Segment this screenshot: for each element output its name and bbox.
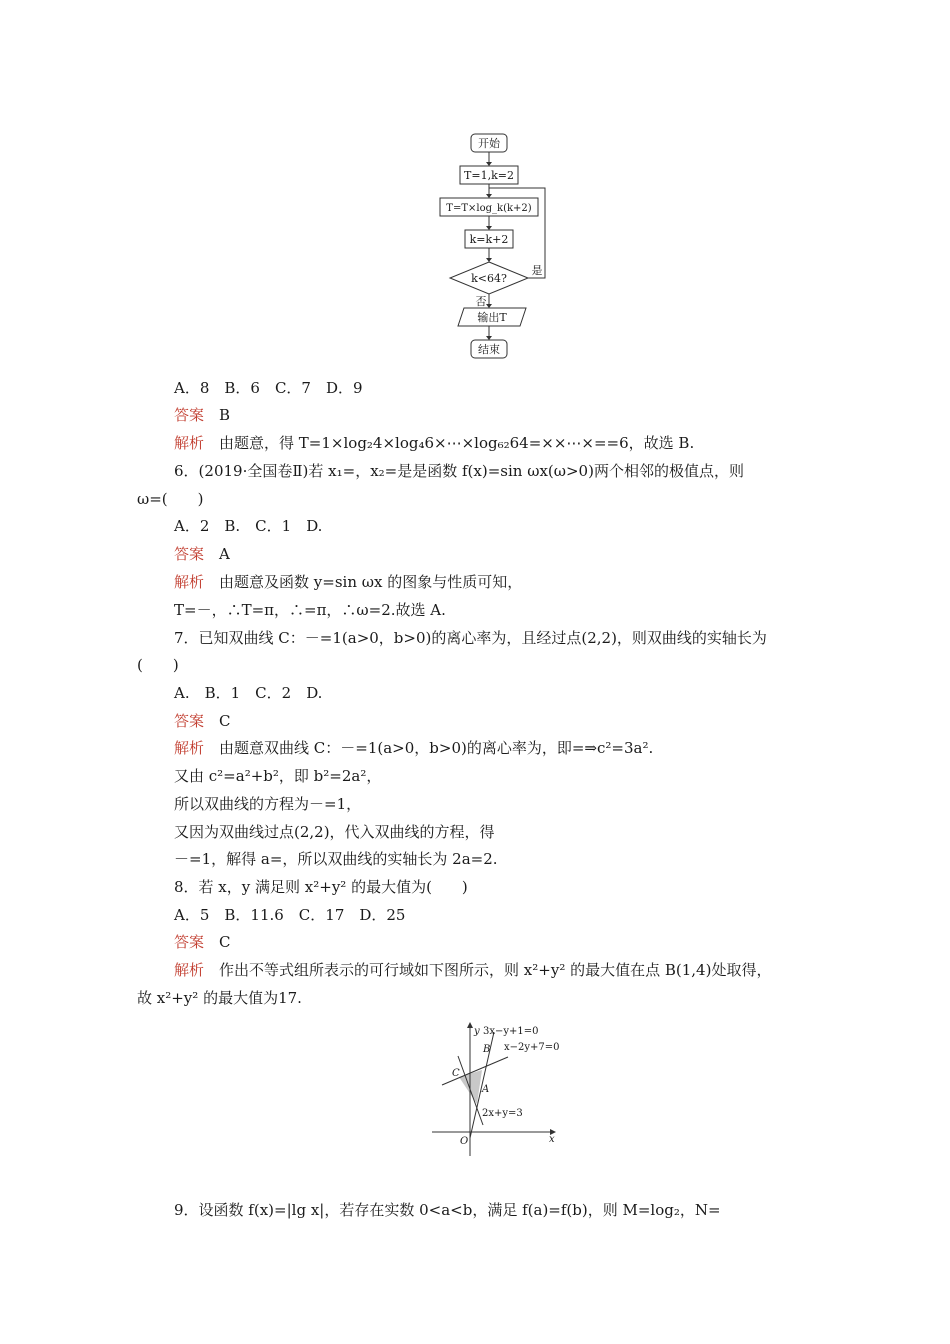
q6-answer: A xyxy=(219,545,230,563)
q5-analysis-row xyxy=(174,433,694,453)
flow-condition-label: k<64? xyxy=(471,272,507,285)
q9-stem: 9．设函数 f(x)=|lg x|，若存在实数 0<a<b，满足 f(a)=f(b)，则 M=log₂，N= xyxy=(174,1201,721,1219)
q7-stem-line2: ( ) xyxy=(137,656,179,674)
flow-increment-label: k=k+2 xyxy=(469,233,509,246)
q7-analysis-line5: －=1，解得 a=，所以双曲线的实轴长为 2a=2. xyxy=(174,850,498,868)
q8-analysis-line2: 故 x²+y² 的最大值为17. xyxy=(137,989,302,1007)
q6-stem-line1: 6．(2019·全国卷Ⅱ)若 x₁=，x₂=是是函数 f(x)=sin ωx(ω>0)两个相邻的极值点，则 xyxy=(174,462,744,480)
flow-no-label: 否 xyxy=(475,295,487,308)
graph-line2-label: x−2y+7=0 xyxy=(504,1042,560,1053)
q8-answer: C xyxy=(219,933,231,951)
q5-answer-row xyxy=(174,405,230,425)
q6-answer-row xyxy=(174,544,230,564)
graph-point-b: B xyxy=(483,1044,491,1055)
q7-analysis-line4: 又因为双曲线过点(2,2)，代入双曲线的方程，得 xyxy=(174,823,495,841)
q5-analysis-label: 解析 xyxy=(174,434,205,452)
q6-analysis-label: 解析 xyxy=(174,573,205,591)
q6-analysis-row xyxy=(174,572,522,592)
q7-analysis-label: 解析 xyxy=(174,739,205,757)
graph-point-a: A xyxy=(482,1084,490,1095)
q7-answer-row xyxy=(174,711,231,731)
q6-stem-line2: ω=( ) xyxy=(137,490,204,508)
q8-analysis-label: 解析 xyxy=(174,961,205,979)
q7-analysis-line1: 由题意双曲线 C：－=1(a>0，b>0)的离心率为，即=⇒c²=3a². xyxy=(219,739,654,757)
q8-stem: 8．若 x，y 满足则 x²+y² 的最大值为( ) xyxy=(174,878,468,896)
q6-options: A．2 B. C．1 D. xyxy=(174,517,323,535)
graph-x-label: x xyxy=(549,1134,555,1145)
flow-yes-label: 是 xyxy=(531,264,543,277)
q8-answer-label: 答案 xyxy=(174,933,205,951)
flow-update-label: T=T×log_k(k+2) xyxy=(446,203,532,214)
q8-analysis-row xyxy=(174,960,771,980)
q7-analysis-row xyxy=(174,738,653,758)
q8-options: A．5 B．11.6 C．17 D．25 xyxy=(174,906,406,924)
graph-origin-label: O xyxy=(460,1136,469,1147)
q7-answer-label: 答案 xyxy=(174,712,205,730)
q6-answer-label: 答案 xyxy=(174,545,205,563)
q7-analysis-line3: 所以双曲线的方程为－=1， xyxy=(174,795,362,813)
flow-start-label: 开始 xyxy=(478,137,500,150)
graph-line3-label: 2x+y=3 xyxy=(482,1108,523,1119)
graph-y-label: y xyxy=(474,1026,480,1037)
flow-end-label: 结束 xyxy=(478,343,500,356)
q7-options: A. B．1 C．2 D. xyxy=(174,684,323,702)
q5-analysis: 由题意，得 T=1×log₂4×log₄6×⋯×log₆₂64=××⋯×==6，故选 B. xyxy=(219,434,695,452)
graph-line1-label: 3x−y+1=0 xyxy=(483,1026,539,1037)
flowchart xyxy=(430,128,560,368)
q7-analysis-line2: 又由 c²=a²+b²，即 b²=2a²， xyxy=(174,767,382,785)
feasible-region-graph xyxy=(428,1020,568,1158)
q5-options: A．8 B．6 C．7 D．9 xyxy=(174,379,363,397)
flow-output-label: 输出T xyxy=(477,311,507,324)
q7-stem-line1: 7．已知双曲线 C：－=1(a>0，b>0)的离心率为，且经过点(2,2)，则双曲线的实轴长为 xyxy=(174,629,767,647)
q5-answer-label: 答案 xyxy=(174,406,205,424)
graph-point-c: C xyxy=(452,1068,460,1079)
q6-analysis-line2: T=－，∴T=π，∴=π，∴ω=2.故选 A. xyxy=(174,601,446,619)
flow-init-label: T=1,k=2 xyxy=(464,169,514,182)
q8-analysis-line1: 作出不等式组所表示的可行域如下图所示，则 x²+y² 的最大值在点 B(1,4)处取得， xyxy=(219,961,772,979)
q5-answer: B xyxy=(219,406,231,424)
q8-answer-row xyxy=(174,932,231,952)
q6-analysis-line1: 由题意及函数 y=sin ωx 的图象与性质可知， xyxy=(219,573,523,591)
q7-answer: C xyxy=(219,712,231,730)
